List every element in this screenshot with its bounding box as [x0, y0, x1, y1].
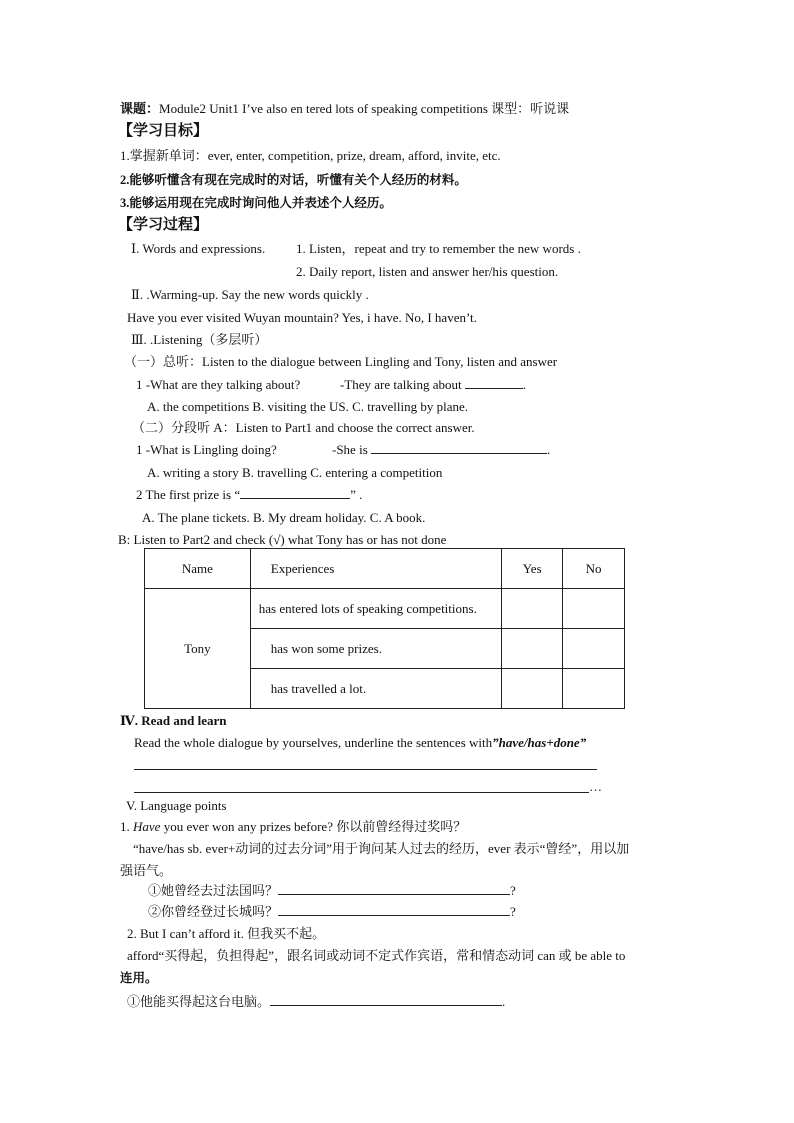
- point-1-explanation-cont: 强语气。: [120, 863, 173, 878]
- header-yes: Yes: [502, 549, 563, 589]
- experience-cell: has travelled a lot.: [250, 669, 501, 709]
- yes-check-cell[interactable]: [502, 629, 563, 669]
- section-2-dialog: Have you ever visited Wuyan mountain? Yes, i have. No, I haven’t.: [127, 310, 477, 325]
- question-1-options: A. the competitions B. visiting the US. C. travelling by plane.: [147, 399, 468, 414]
- no-check-cell[interactable]: [563, 669, 625, 709]
- example-1: [148, 882, 516, 900]
- question-2-answer: [332, 441, 550, 459]
- read-instruction: [134, 734, 586, 752]
- example-3: [127, 993, 505, 1011]
- question-1-ask: 1 -What are they talking about?: [136, 377, 301, 392]
- example-3-text: ①他能买得起这台电脑。: [127, 994, 271, 1009]
- example-2-text: ②你曾经登过长城吗？: [148, 904, 279, 919]
- header-experiences: Experiences: [250, 549, 501, 589]
- question-2-options: A. writing a story B. travelling C. entering a competition: [147, 465, 443, 480]
- objectives-heading: 【学习目标】: [118, 123, 209, 139]
- no-check-cell[interactable]: [563, 629, 625, 669]
- experience-cell: has won some prizes.: [250, 629, 501, 669]
- answer-blank-1[interactable]: [465, 376, 523, 389]
- question-2: [136, 441, 277, 459]
- question-3-end: ” .: [350, 487, 363, 502]
- yes-check-cell[interactable]: [502, 669, 563, 709]
- section-1-item-2: 2. Daily report, listen and answer her/his question.: [296, 264, 559, 279]
- question-1: [136, 376, 300, 394]
- section-1-item-1: 1. Listen，repeat and try to remember the new words .: [296, 241, 581, 256]
- question-2-ask: 1 -What is Lingling doing?: [136, 442, 277, 457]
- question-1-answer: [340, 376, 526, 394]
- objective-1: 1.掌握新单词：ever, enter, competition, prize, dream, afford, invite, etc.: [120, 148, 501, 163]
- section-2-title: Ⅱ. .Warming-up. Say the new words quickly .: [131, 287, 369, 302]
- read-emphasis: ”have/has+done”: [492, 735, 587, 750]
- example-3-period: .: [502, 994, 506, 1009]
- objective-3: 3.能够运用现在完成时询问他人并表述个人经历。: [120, 196, 392, 210]
- example-2-qmark: ?: [510, 904, 516, 919]
- example-1-qmark: ?: [510, 883, 516, 898]
- objective-2: 2.能够听懂含有现在完成时的对话，听懂有关个人经历的材料。: [120, 173, 467, 187]
- section-4-title: Ⅳ. Read and learn: [120, 713, 227, 728]
- section-5-title: V. Language points: [126, 798, 227, 813]
- writing-line-1[interactable]: [134, 769, 597, 770]
- topic-label: 课题：: [120, 101, 160, 116]
- example-1-text: ①她曾经去过法国吗？: [148, 883, 279, 898]
- point-2-explanation-cont: 连用。: [120, 971, 158, 985]
- point-2-explanation: afford“买得起，负担得起”，跟名词或动词不定式作宾语，常和情态动词 can 或 be able to: [127, 948, 626, 963]
- point-2: 2. But I can’t afford it. 但我买不起。: [127, 926, 326, 941]
- table-row: [145, 589, 625, 629]
- experience-cell: has entered lots of speaking competitions.: [250, 589, 501, 629]
- listening-part-b-instruction: B: Listen to Part2 and check (√) what Tony has or has not done: [118, 532, 447, 547]
- question-2-period: .: [547, 442, 551, 457]
- point-1-sentence: you ever won any prizes before? 你以前曾经得过奖吗？: [163, 819, 467, 834]
- writing-line-2[interactable]: [134, 792, 589, 793]
- question-3-options: A. The plane tickets. B. My dream holiday. C. A book.: [142, 510, 426, 525]
- listening-part1-instruction: （一）总听：Listen to the dialogue between Lingling and Tony, listen and answer: [124, 354, 558, 369]
- lesson-topic: [120, 100, 569, 118]
- header-name: Name: [145, 549, 251, 589]
- question-3: [136, 486, 362, 504]
- read-instruction-text: Read the whole dialogue by yourselves, underline the sentences with: [134, 735, 493, 750]
- point-1-number: 1.: [120, 819, 130, 834]
- answer-blank-6[interactable]: [270, 993, 502, 1006]
- topic-text: Module2 Unit1 I’ve also en tered lots of speaking competitions 课型：听说课: [159, 101, 570, 116]
- answer-blank-4[interactable]: [278, 882, 510, 895]
- process-heading: 【学习过程】: [118, 217, 209, 233]
- header-no: No: [563, 549, 625, 589]
- writing-ellipsis: …: [589, 779, 602, 794]
- table-header-row: [145, 549, 625, 589]
- point-1-explanation: “have/has sb. ever+动词的过去分词”用于询问某人过去的经历，ever 表示“曾经”，用以加: [133, 841, 630, 856]
- name-cell-tony: Tony: [145, 589, 251, 709]
- question-2-answer-text: -She is: [332, 442, 368, 457]
- answer-blank-2[interactable]: [371, 441, 547, 454]
- section-3-title: Ⅲ. .Listening（多层听）: [131, 332, 268, 347]
- point-1-have: Have: [133, 819, 161, 834]
- section-1-title: Ⅰ. Words and expressions.: [131, 241, 266, 256]
- question-3-text: 2 The first prize is “: [136, 487, 241, 502]
- question-1-answer-text: -They are talking about: [340, 377, 462, 392]
- question-1-period: .: [522, 377, 527, 392]
- experience-table: [144, 548, 625, 709]
- listening-part2-instruction: （二）分段听 A：Listen to Part1 and choose the correct answer.: [132, 420, 475, 435]
- yes-check-cell[interactable]: [502, 589, 563, 629]
- example-2: [148, 903, 516, 921]
- answer-blank-3[interactable]: [240, 486, 350, 499]
- point-1: [120, 818, 466, 836]
- no-check-cell[interactable]: [563, 589, 625, 629]
- answer-blank-5[interactable]: [278, 903, 510, 916]
